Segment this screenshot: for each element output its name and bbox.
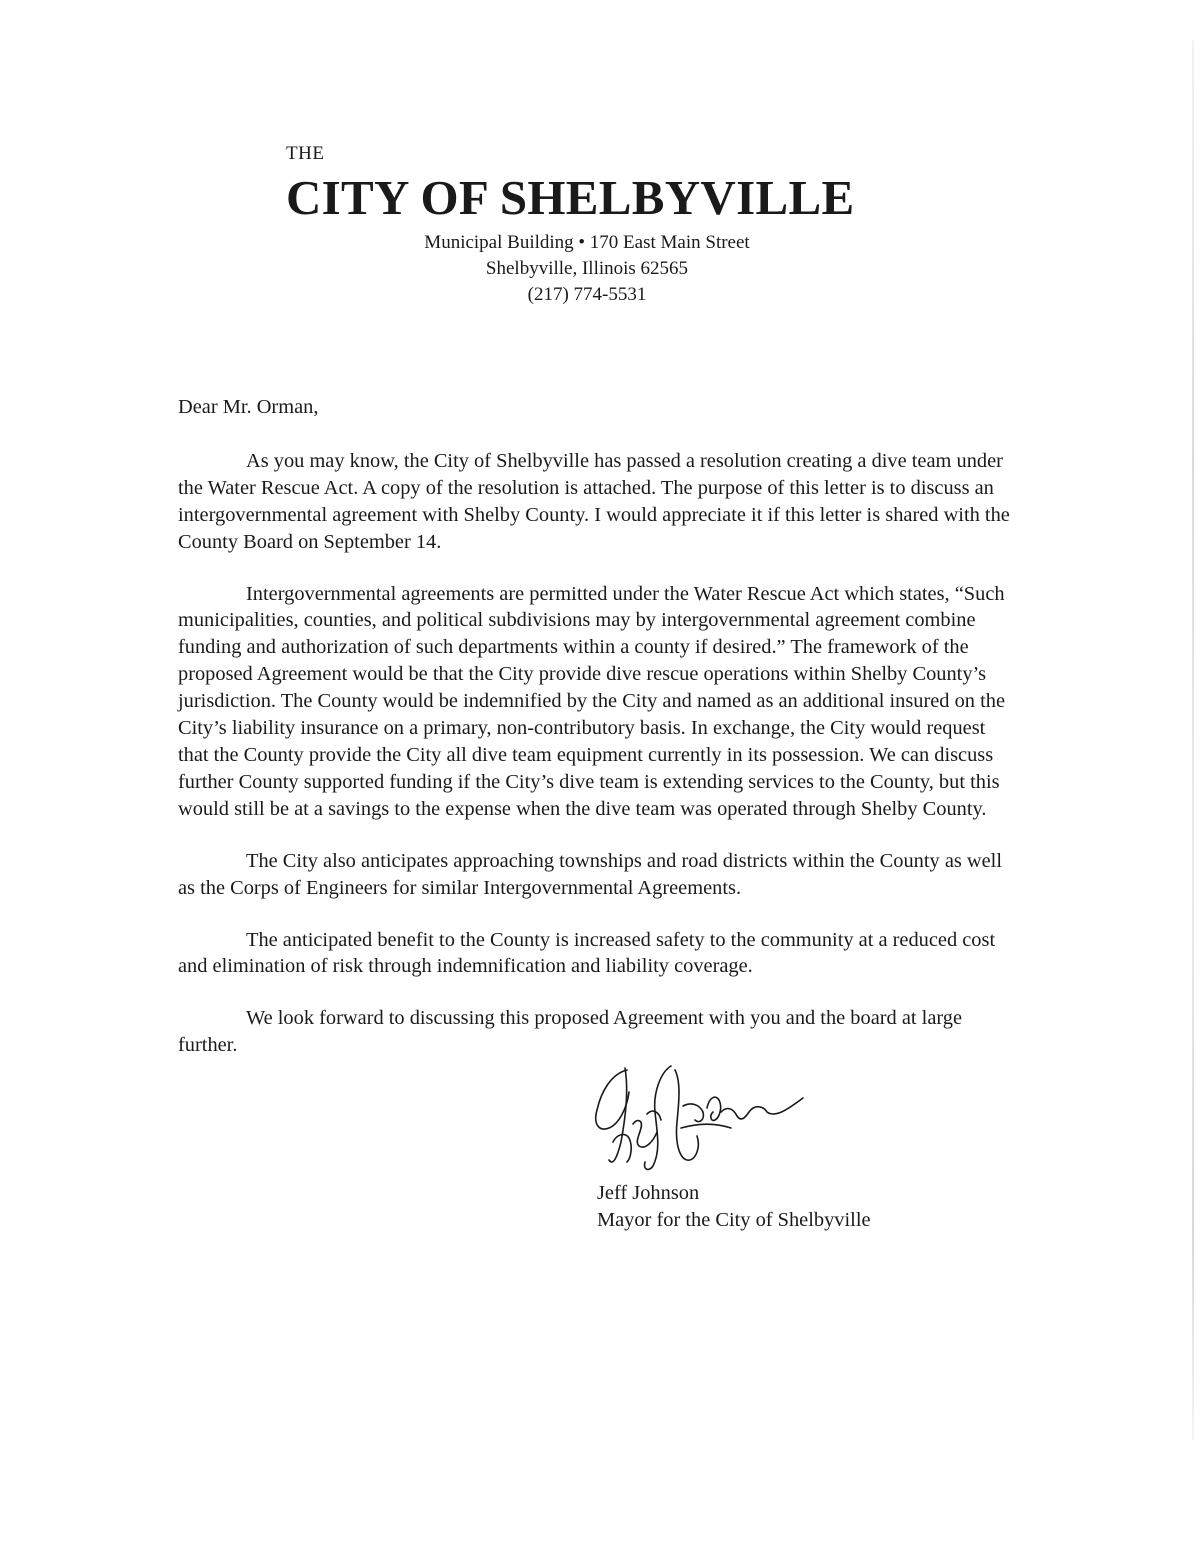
signer-name: Jeff Johnson	[597, 1182, 700, 1204]
paragraph-5: We look forward to discussing this proposed Agreement with you and the board at large further.	[178, 1007, 963, 1057]
letter-body	[178, 394, 1018, 1059]
address-line-1: Municipal Building • 170 East Main Street	[424, 232, 750, 253]
paragraph-4: The anticipated benefit to the County is increased safety to the community at a reduced cost and elimination of risk through indemnification and liability coverage.	[178, 928, 996, 978]
salutation: Dear Mr. Orman,	[178, 396, 319, 418]
address-line-2: Shelbyville, Illinois 62565	[485, 258, 689, 279]
signature-block	[597, 1062, 957, 1234]
letterhead-prefix: THE	[286, 143, 325, 164]
phone-number: (217) 774-5531	[527, 284, 647, 305]
paragraph-1: As you may know, the City of Shelbyville has passed a resolution creating a dive team under the Water Rescue Act. A copy of the resolution is attached. The purpose of this letter is to discuss an intergovernmental agreement with Shelby County. I would appreciate it if this letter is shared with the County Board on September 14.	[178, 449, 1010, 553]
letterhead	[286, 142, 926, 305]
letterhead-city-name: CITY OF SHELBYVILLE	[286, 170, 855, 225]
letterhead-address	[286, 230, 888, 308]
paragraph-3: The City also anticipates approaching townships and road districts within the County as well as the Corps of Engineers for similar Intergovernmental Agreements.	[178, 849, 1003, 899]
handwritten-signature	[591, 1062, 806, 1174]
paragraph-2: Intergovernmental agreements are permitted under the Water Rescue Act which states, “Such municipalities, counties, and political subdivisions may by intergovernmental agreement combine funding and authorization of such departments within a county if desired.” The framework of the proposed Agreement would be that the City provide dive rescue operations within Shelby County’s jurisdiction. The County would be indemnified by the City and named as an additional insured on the City’s liability insurance on a primary, non-contributory basis. In exchange, the City would request that the County provide the City all dive team equipment currently in its possession. We can discuss further County supported funding if the City’s dive team is extending services to the County, but this would still be at a savings to the expense when the dive team was operated through Shelby County.	[178, 582, 1005, 820]
scan-edge-shadow	[1192, 40, 1194, 1440]
signer-title: Mayor for the City of Shelbyville	[597, 1209, 871, 1231]
